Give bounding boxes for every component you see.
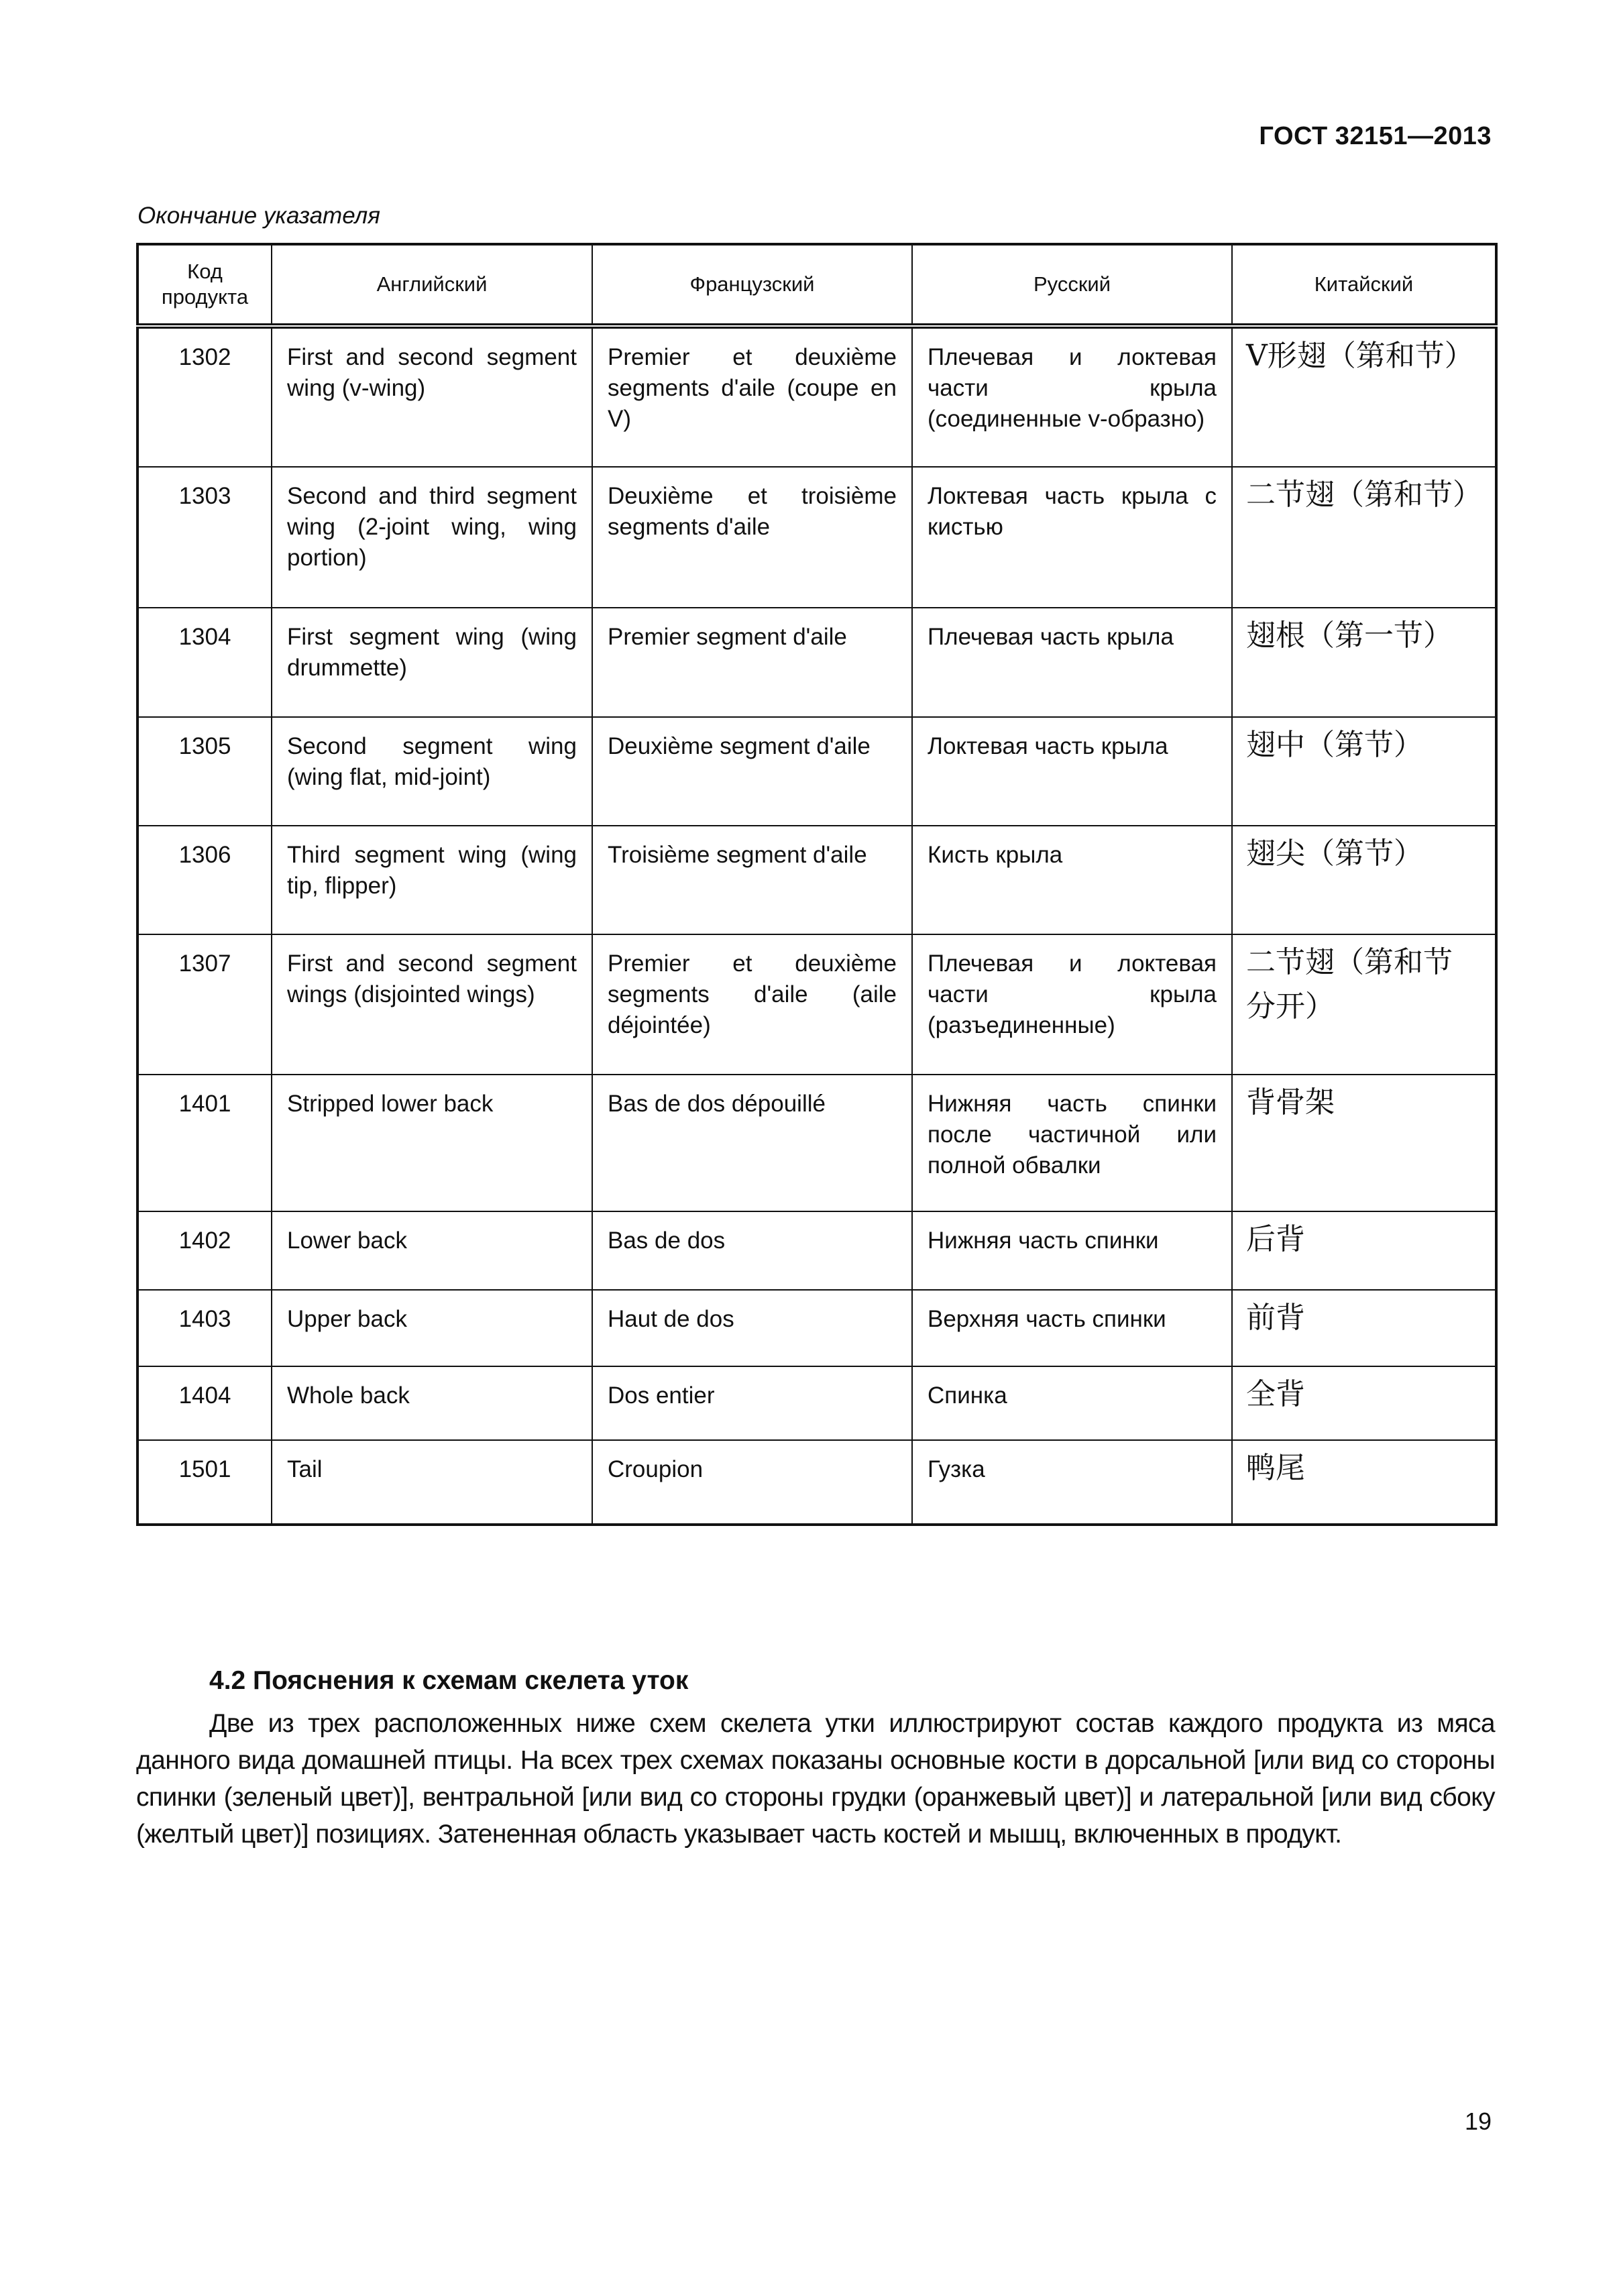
cell-english: Third segment wing (wing tip, flipper) <box>272 826 592 934</box>
cell-english: Second segment wing (wing flat, mid-joint) <box>272 717 592 826</box>
cell-chinese: V形翅（第和节） <box>1232 326 1496 467</box>
cell-russian: Локтевая часть крыла <box>912 717 1232 826</box>
cell-code: 1302 <box>137 326 272 467</box>
cell-chinese: 前背 <box>1232 1290 1496 1366</box>
cell-chinese: 翅尖（第节） <box>1232 826 1496 934</box>
cell-chinese: 翅中（第节） <box>1232 717 1496 826</box>
cell-chinese: 翅根（第一节） <box>1232 608 1496 717</box>
cell-russian: Спинка <box>912 1366 1232 1440</box>
cell-french: Bas de dos <box>592 1211 912 1290</box>
cell-french: Haut de dos <box>592 1290 912 1366</box>
header-french: Французский <box>592 244 912 326</box>
cell-french: Bas de dos dépouillé <box>592 1075 912 1211</box>
table-row <box>137 1075 1496 1211</box>
cell-chinese: 二节翅（第和节） <box>1232 467 1496 608</box>
cell-code: 1303 <box>137 467 272 608</box>
cell-chinese: 全背 <box>1232 1366 1496 1440</box>
cell-chinese: 后背 <box>1232 1211 1496 1290</box>
document-code: ГОСТ 32151—2013 <box>1259 122 1492 150</box>
cell-english: First segment wing (wing drummette) <box>272 608 592 717</box>
cell-french: Troisième segment d'aile <box>592 826 912 934</box>
table-row <box>137 717 1496 826</box>
cell-english: Whole back <box>272 1366 592 1440</box>
section-paragraph: Две из трех расположенных ниже схем скелета утки иллюстрируют состав каждого продукта из мяса данного вида домашней птицы. На всех трех схемах показаны основные кости в дорсальной [или вид со стороны спинки (зеленый цвет)], вентральной [или вид со стороны грудки (оранжевый цвет)] и латеральной [или вид сбоку (желтый цвет)] позициях. Затененная область указывает часть костей и мышц, включенных в продукт. <box>136 1709 1495 1849</box>
header-code: Код продукта <box>137 244 272 326</box>
cell-english: First and second segment wing (v-wing) <box>272 326 592 467</box>
cell-french: Premier et deuxième segments d'aile (aile déjointée) <box>592 934 912 1075</box>
table-row <box>137 934 1496 1075</box>
cell-english: First and second segment wings (disjointed wings) <box>272 934 592 1075</box>
cell-code: 1401 <box>137 1075 272 1211</box>
cell-code: 1305 <box>137 717 272 826</box>
cell-french: Premier et deuxième segments d'aile (coupe en V) <box>592 326 912 467</box>
cell-french: Dos entier <box>592 1366 912 1440</box>
table-row <box>137 826 1496 934</box>
cell-code: 1404 <box>137 1366 272 1440</box>
table-row <box>137 1290 1496 1366</box>
cell-english: Lower back <box>272 1211 592 1290</box>
cell-russian: Локтевая часть крыла с кистью <box>912 467 1232 608</box>
cell-russian: Плечевая и локтевая части крыла (разъединенные) <box>912 934 1232 1075</box>
cell-english: Upper back <box>272 1290 592 1366</box>
cell-code: 1402 <box>137 1211 272 1290</box>
cell-russian: Плечевая часть крыла <box>912 608 1232 717</box>
cell-chinese: 背骨架 <box>1232 1075 1496 1211</box>
cell-russian: Верхняя часть спинки <box>912 1290 1232 1366</box>
product-index-table <box>136 243 1498 1526</box>
cell-english: Second and third segment wing (2-joint wing, wing portion) <box>272 467 592 608</box>
cell-russian: Нижняя часть спинки после частичной или полной обвалки <box>912 1075 1232 1211</box>
cell-code: 1403 <box>137 1290 272 1366</box>
cell-french: Deuxième et troisième segments d'aile <box>592 467 912 608</box>
cell-code: 1304 <box>137 608 272 717</box>
section-heading: 4.2 Пояснения к схемам скелета уток <box>209 1666 689 1695</box>
cell-english: Tail <box>272 1440 592 1525</box>
table-row <box>137 1211 1496 1290</box>
cell-french: Croupion <box>592 1440 912 1525</box>
table-row <box>137 1440 1496 1525</box>
cell-code: 1306 <box>137 826 272 934</box>
table-row <box>137 326 1496 467</box>
cell-chinese: 二节翅（第和节分开） <box>1232 934 1496 1075</box>
table-row <box>137 467 1496 608</box>
cell-code: 1501 <box>137 1440 272 1525</box>
cell-chinese: 鸭尾 <box>1232 1440 1496 1525</box>
cell-code: 1307 <box>137 934 272 1075</box>
cell-french: Deuxième segment d'aile <box>592 717 912 826</box>
header-chinese: Китайский <box>1232 244 1496 326</box>
table-continuation-label: Окончание указателя <box>137 203 380 229</box>
table-row <box>137 1366 1496 1440</box>
header-russian: Русский <box>912 244 1232 326</box>
cell-russian: Кисть крыла <box>912 826 1232 934</box>
cell-english: Stripped lower back <box>272 1075 592 1211</box>
header-english: Английский <box>272 244 592 326</box>
cell-russian: Нижняя часть спинки <box>912 1211 1232 1290</box>
cell-russian: Плечевая и локтевая части крыла (соединенные v-образно) <box>912 326 1232 467</box>
table-header-row <box>137 244 1496 326</box>
table-row <box>137 608 1496 717</box>
cell-russian: Гузка <box>912 1440 1232 1525</box>
page-number: 19 <box>1464 2108 1492 2135</box>
cell-french: Premier segment d'aile <box>592 608 912 717</box>
